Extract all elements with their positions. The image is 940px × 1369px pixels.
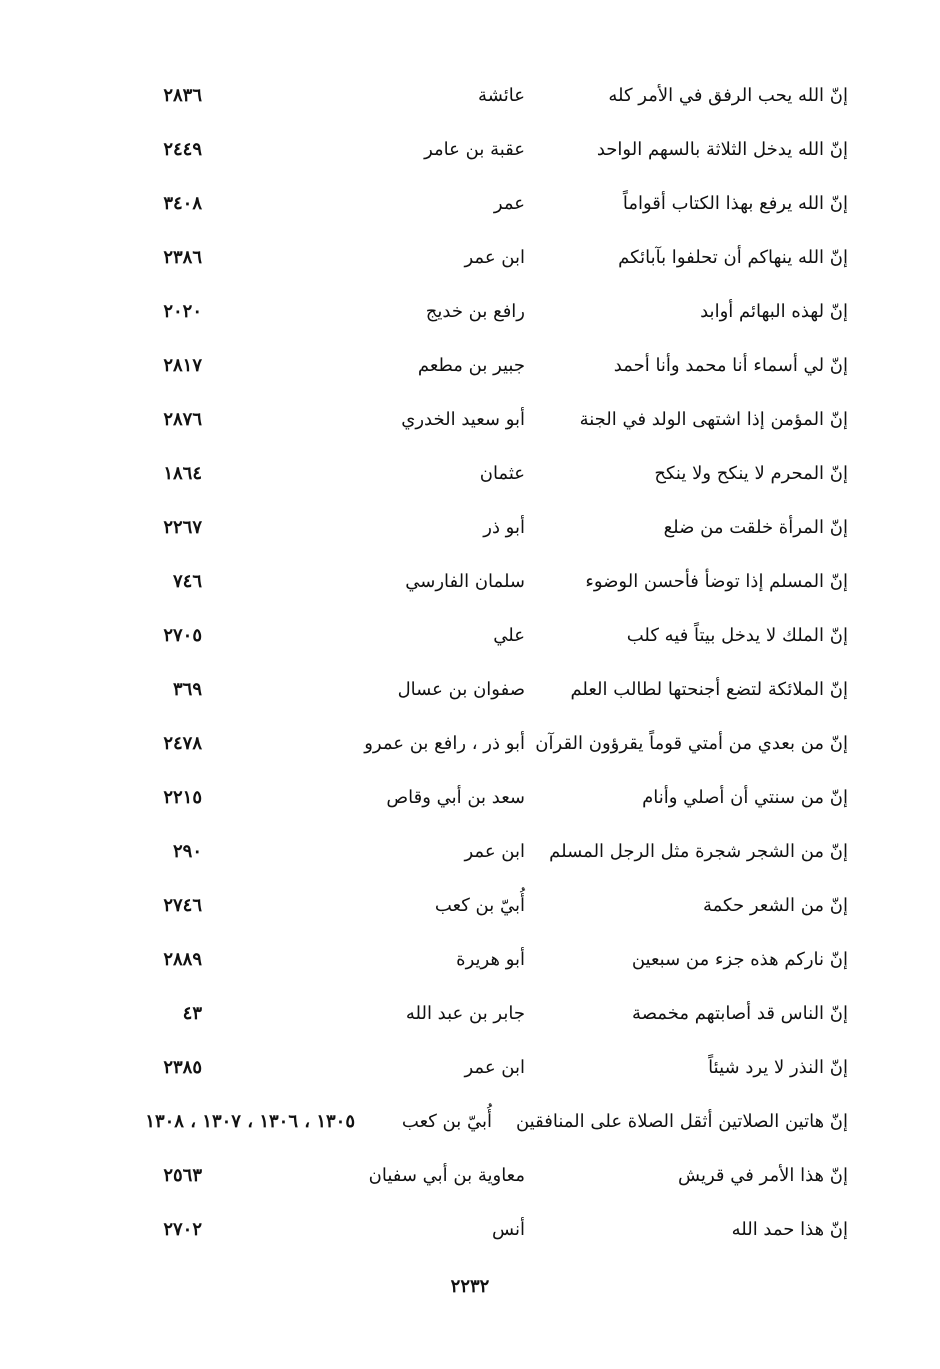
narrator-name: ابن عمر bbox=[464, 1057, 525, 1078]
index-entry bbox=[0, 1204, 940, 1258]
hadith-text: إنّ الملائكة لتضع أجنحتها لطالب العلم bbox=[570, 679, 848, 700]
index-entry bbox=[0, 448, 940, 502]
index-entry bbox=[0, 394, 940, 448]
hadith-number: ٢٠٢٠ bbox=[163, 301, 202, 322]
index-entry bbox=[0, 1150, 940, 1204]
hadith-text: إنّ من الشعر حكمة bbox=[702, 895, 848, 916]
narrator-name: ابن عمر bbox=[464, 841, 525, 862]
hadith-number: ١٨٦٤ bbox=[163, 463, 202, 484]
index-entry bbox=[0, 610, 940, 664]
hadith-text: إنّ المحرم لا ينكح ولا ينكح bbox=[654, 463, 848, 484]
hadith-number: ١٣٠٥ ، ١٣٠٦ ، ١٣٠٧ ، ١٣٠٨ bbox=[145, 1111, 355, 1132]
narrator-name: أبو ذر bbox=[483, 517, 525, 538]
narrator-name: أبو هريرة bbox=[456, 949, 525, 970]
hadith-text: إنّ هذا حمد الله bbox=[731, 1219, 848, 1240]
narrator-name: معاوية بن أبي سفيان bbox=[368, 1165, 525, 1186]
hadith-index-list bbox=[0, 70, 940, 1258]
hadith-text: إنّ المؤمن إذا اشتهى الولد في الجنة bbox=[579, 409, 848, 430]
narrator-name: أبو سعيد الخدري bbox=[401, 409, 525, 430]
hadith-text: إنّ من بعدي من أمتي قوماً يقرؤون القرآن bbox=[535, 733, 848, 754]
index-entry bbox=[0, 988, 940, 1042]
narrator-name: جابر بن عبد الله bbox=[405, 1003, 525, 1024]
narrator-name: جبير بن مطعم bbox=[417, 355, 525, 376]
hadith-number: ٢٧٠٥ bbox=[163, 625, 202, 646]
hadith-text: إنّ ناركم هذه جزء من سبعين bbox=[631, 949, 848, 970]
index-entry bbox=[0, 718, 940, 772]
narrator-name: علي bbox=[493, 625, 525, 646]
narrator-name: عائشة bbox=[478, 85, 525, 106]
hadith-text: إنّ المرأة خلقت من ضلع bbox=[663, 517, 848, 538]
hadith-number: ٢٩٠ bbox=[172, 841, 202, 862]
index-entry bbox=[0, 502, 940, 556]
hadith-number: ٢٥٦٣ bbox=[163, 1165, 202, 1186]
hadith-number: ٤٣ bbox=[182, 1003, 202, 1024]
hadith-text: إنّ من سنتي أن أصلي وأنام bbox=[642, 787, 848, 808]
hadith-number: ٢٨٨٩ bbox=[163, 949, 202, 970]
narrator-name: سلمان الفارسي bbox=[405, 571, 525, 592]
narrator-name: أنس bbox=[492, 1219, 525, 1240]
hadith-text: إنّ لي أسماء أنا محمد وأنا أحمد bbox=[613, 355, 848, 376]
hadith-text: إنّ النذر لا يرد شيئاً bbox=[708, 1057, 848, 1078]
index-entry bbox=[0, 880, 940, 934]
hadith-text: إنّ هذا الأمر في قريش bbox=[678, 1165, 848, 1186]
hadith-number: ٢٣٨٦ bbox=[163, 247, 202, 268]
hadith-text: إنّ الله يرفع بهذا الكتاب أقواماً bbox=[622, 193, 848, 214]
hadith-text: إنّ من الشجر شجرة مثل الرجل المسلم bbox=[549, 841, 848, 862]
hadith-text: إنّ هاتين الصلاتين أثقل الصلاة على المنافقين bbox=[515, 1111, 848, 1132]
hadith-text: إنّ الله يدخل الثلاثة بالسهم الواحد bbox=[596, 139, 848, 160]
index-entry bbox=[0, 70, 940, 124]
hadith-number: ٢٧٠٢ bbox=[163, 1219, 202, 1240]
narrator-name: أُبيّ بن كعب bbox=[434, 895, 525, 916]
hadith-number: ٢٨٧٦ bbox=[163, 409, 202, 430]
hadith-number: ٢٨٣٦ bbox=[163, 85, 202, 106]
narrator-name: أُبيّ بن كعب bbox=[401, 1111, 492, 1132]
narrator-name: أبو ذر ، رافع بن عمرو bbox=[364, 733, 525, 754]
hadith-number: ٢٢٦٧ bbox=[163, 517, 202, 538]
hadith-number: ٢٤٧٨ bbox=[163, 733, 202, 754]
hadith-number: ٣٦٩ bbox=[172, 679, 202, 700]
index-entry bbox=[0, 178, 940, 232]
index-entry bbox=[0, 772, 940, 826]
narrator-name: صفوان بن عسال bbox=[397, 679, 525, 700]
index-entry bbox=[0, 124, 940, 178]
index-entry bbox=[0, 286, 940, 340]
hadith-text: إنّ لهذه البهائم أوابد bbox=[700, 301, 848, 322]
narrator-name: سعد بن أبي وقاص bbox=[386, 787, 525, 808]
hadith-text: إنّ المسلم إذا توضأ فأحسن الوضوء bbox=[585, 571, 848, 592]
index-entry bbox=[0, 1096, 940, 1150]
index-entry bbox=[0, 1042, 940, 1096]
hadith-text: إنّ الله ينهاكم أن تحلفوا بآبائكم bbox=[618, 247, 848, 268]
hadith-number: ٢٢١٥ bbox=[163, 787, 202, 808]
page-number: ٢٢٣٢ bbox=[450, 1276, 490, 1297]
index-entry bbox=[0, 826, 940, 880]
hadith-number: ٢٤٤٩ bbox=[163, 139, 202, 160]
hadith-number: ٢٧٤٦ bbox=[163, 895, 202, 916]
narrator-name: رافع بن خديج bbox=[425, 301, 525, 322]
index-entry bbox=[0, 340, 940, 394]
hadith-number: ٣٤٠٨ bbox=[163, 193, 202, 214]
hadith-number: ٢٣٨٥ bbox=[163, 1057, 202, 1078]
hadith-text: إنّ الملك لا يدخل بيتاً فيه كلب bbox=[626, 625, 848, 646]
index-entry bbox=[0, 232, 940, 286]
index-entry bbox=[0, 664, 940, 718]
hadith-number: ٧٤٦ bbox=[172, 571, 202, 592]
index-entry bbox=[0, 934, 940, 988]
narrator-name: عقبة بن عامر bbox=[424, 139, 525, 160]
narrator-name: ابن عمر bbox=[464, 247, 525, 268]
index-entry bbox=[0, 556, 940, 610]
narrator-name: عمر bbox=[493, 193, 525, 214]
hadith-text: إنّ الناس قد أصابتهم مخمصة bbox=[632, 1003, 848, 1024]
hadith-number: ٢٨١٧ bbox=[163, 355, 202, 376]
hadith-text: إنّ الله يحب الرفق في الأمر كله bbox=[608, 85, 848, 106]
narrator-name: عثمان bbox=[479, 463, 525, 484]
